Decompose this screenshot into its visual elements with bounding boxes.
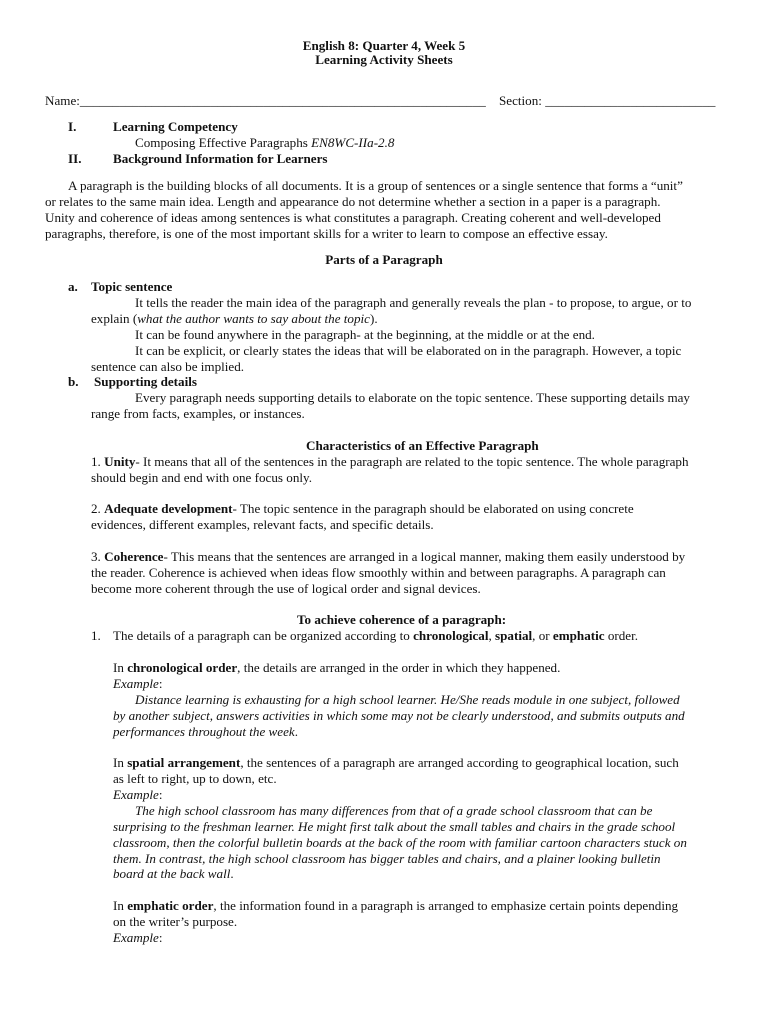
characteristics-heading: Characteristics of an Effective Paragraph [306, 438, 539, 453]
spatial-example-line: classroom, then the colorful bulletin boards at the back of the room with familiar cartoon characters stuck on [113, 835, 687, 850]
parts-heading: Parts of a Paragraph [325, 252, 443, 267]
spatial-example-line: board at the back wall. [113, 866, 234, 881]
topic-sentence-line: It can be found anywhere in the paragraph- at the beginning, at the middle or at the end. [135, 327, 595, 342]
spatial-example-line: The high school classroom has many differences from that of a grade school classroom that can be [135, 803, 653, 818]
coherence-def-line: 3. Coherence- This means that the sentences are arranged in a logical manner, making them easily understood by [91, 549, 686, 564]
example-label: Example: [113, 676, 163, 691]
intro-line: A paragraph is the building blocks of all documents. It is a group of sentences or a single sentence that forms a “unit” [68, 178, 683, 193]
supporting-details-line: range from facts, examples, or instances. [91, 406, 305, 421]
example-label: Example: [113, 930, 163, 945]
spatial-line: In spatial arrangement, the sentences of a paragraph are arranged according to geographical location, such [113, 755, 679, 770]
chronological-example-line: performances throughout the week. [113, 724, 298, 739]
coherence-list-line: The details of a paragraph can be organized according to chronological, spatial, or emphatic order. [113, 628, 639, 643]
intro-line: paragraphs, therefore, is one of the most important skills for a writer to learn to compose an effective essay. [45, 226, 608, 241]
intro-line: Unity and coherence of ideas among sentences is what constitutes a paragraph. Creating coherent and well-developed [45, 210, 661, 225]
topic-sentence-line: It tells the reader the main idea of the paragraph and generally reveals the plan - to propose, to argue, or to [135, 295, 692, 310]
section-field-line [499, 93, 715, 109]
background-info-heading: Background Information for Learners [113, 151, 328, 166]
learning-competency-heading: Learning Competency [113, 119, 238, 134]
name-label: Name: [45, 93, 80, 108]
intro-line: or relates to the same main idea. Length and appearance do not determine whether a section in a paper is a paragraph. [45, 194, 661, 209]
outline-number-i: I. [68, 119, 77, 134]
document-title: English 8: Quarter 4, Week 5 [302, 38, 466, 53]
supporting-details-line: Every paragraph needs supporting details to elaborate on the topic sentence. These supporting details may [135, 390, 690, 405]
coherence-def-line: the reader. Coherence is achieved when ideas flow smoothly within and between paragraphs. A paragraph can [91, 565, 666, 580]
topic-sentence-heading: Topic sentence [91, 279, 173, 294]
development-line: evidences, different examples, relevant facts, and specific details. [91, 517, 434, 532]
chronological-example-line: by another subject, answers activities in which some may not be clearly understood, and submits outputs and [113, 708, 685, 723]
topic-sentence-line: explain (what the author wants to say about the topic). [91, 311, 378, 326]
coherence-def-line: become more coherent through the use of logical order and signal devices. [91, 581, 481, 596]
development-line: 2. Adequate development- The topic sentence in the paragraph should be elaborated on using concrete [91, 501, 634, 516]
coherence-heading: To achieve coherence of a paragraph: [297, 612, 507, 627]
chronological-example-line: Distance learning is exhausting for a high school learner. He/She reads module in one subject, followed [135, 692, 680, 707]
unity-line: 1. Unity- It means that all of the sentences in the paragraph are related to the topic sentence. The whole paragraph [91, 454, 689, 469]
name-field-line [45, 93, 486, 109]
topic-sentence-line: sentence can also be implied. [91, 359, 245, 374]
topic-sentence-line: It can be explicit, or clearly states the ideas that will be elaborated on in the paragraph. However, a topic [135, 343, 682, 358]
spatial-example-line: surprising to the freshman learner. He might first talk about the small tables and chairs in the grade school [113, 819, 676, 834]
item-label-b: b. [68, 374, 79, 389]
item-label-a: a. [68, 279, 78, 294]
name-blank: ______________________________________________________________ [79, 93, 486, 108]
outline-number-ii: II. [68, 151, 82, 166]
competency-text: Composing Effective Paragraphs [135, 135, 308, 150]
coherence-list-number: 1. [91, 628, 101, 643]
section-blank: __________________________ [545, 93, 716, 108]
emphatic-line: on the writer’s purpose. [113, 914, 238, 929]
spatial-line: as left to right, up to down, etc. [113, 771, 277, 786]
emphatic-line: In emphatic order, the information found in a paragraph is arranged to emphasize certain points depending [113, 898, 679, 913]
chronological-line: In chronological order, the details are arranged in the order in which they happened. [113, 660, 561, 675]
competency-code: EN8WC-IIa-2.8 [311, 135, 395, 150]
example-label: Example: [113, 787, 163, 802]
competency-line [135, 135, 394, 151]
supporting-details-heading: Supporting details [94, 374, 197, 389]
document-subtitle: Learning Activity Sheets [315, 52, 453, 67]
spatial-example-line: them. In contrast, the high school classroom has bigger tables and chairs, and a plainer looking bulletin [113, 851, 661, 866]
section-label: Section: [499, 93, 542, 108]
unity-line: should begin and end with one focus only. [91, 470, 312, 485]
